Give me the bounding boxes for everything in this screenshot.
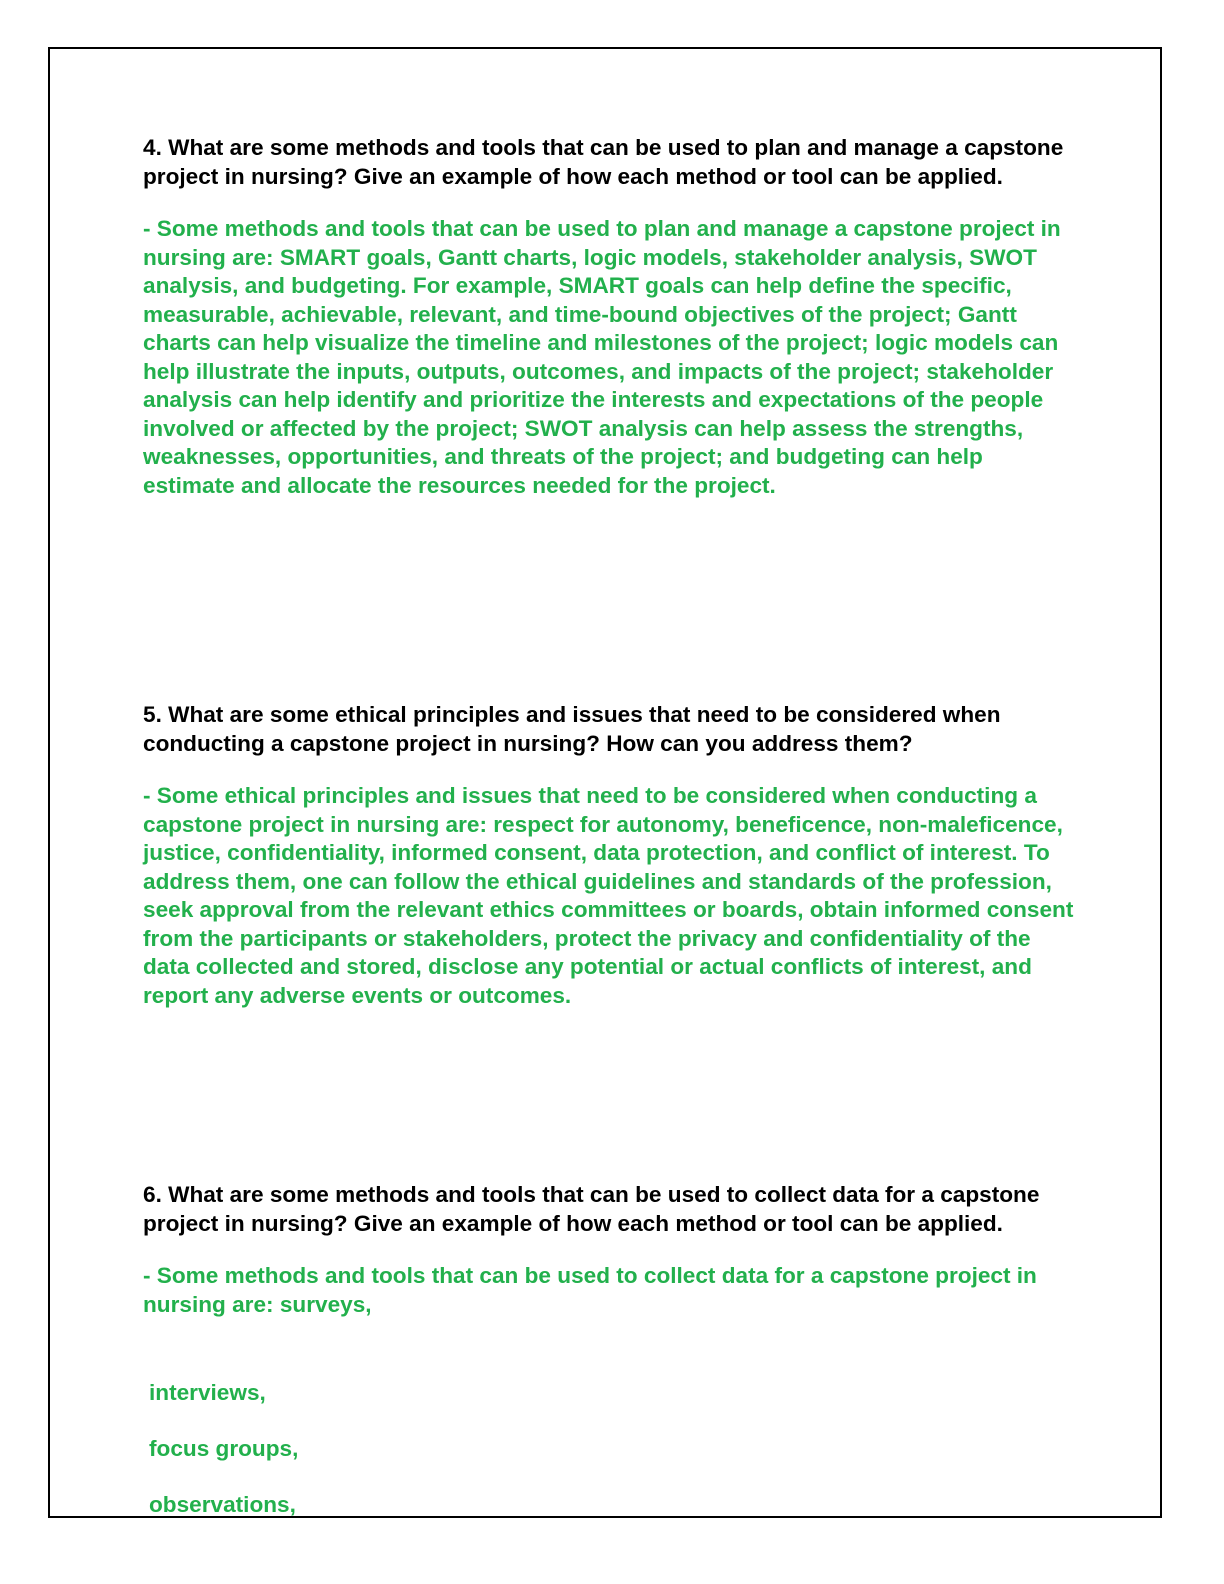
- question-4: 4. What are some methods and tools that can be used to plan and manage a capstone project in nursing? Give an example of how each method or tool can be applied.: [143, 135, 1064, 189]
- list-item: interviews,: [149, 1380, 266, 1405]
- answer-6: - Some methods and tools that can be used to collect data for a capstone project in nursing are: surveys,: [143, 1263, 1037, 1317]
- answer-5: - Some ethical principles and issues that need to be considered when conducting a capstone project in nursing are: respect for autonomy, beneficence, non-maleficence, justice, confidentiality, informed consent, data protection, and conflict of interest. To address them, one can follow the ethical guidelines and standards of the profession, seek approval from the relevant ethics committees or boards, obtain informed consent from the participants or stakeholders, protect the privacy and confidentiality of the data collected and stored, disclose any potential or actual conflicts of interest, and report any adverse events or outcomes.: [143, 783, 1074, 1008]
- answer-4: - Some methods and tools that can be used to plan and manage a capstone project in nursing are: SMART goals, Gantt charts, logic models, stakeholder analysis, SWOT analysis, and budgeting. For example, SMART goals can help define the specific, measurable, achievable, relevant, and time-bound objectives of the project; Gantt charts can help visualize the timeline and milestones of the project; logic models can help illustrate the inputs, outputs, outcomes, and impacts of the project; stakeholder analysis can help identify and prioritize the interests and expectations of the people involved or affected by the project; SWOT analysis can help assess the strengths, weaknesses, opportunities, and threats of the project; and budgeting can help estimate and allocate the resources needed for the project.: [143, 216, 1061, 498]
- list-item: focus groups,: [149, 1436, 299, 1461]
- question-5: 5. What are some ethical principles and issues that need to be considered when conducting a capstone project in nursing? How can you address them?: [143, 702, 1001, 756]
- section-5: [143, 701, 1078, 1010]
- section-6: [143, 1181, 1078, 1319]
- list-item: observations,: [149, 1492, 296, 1517]
- question-6: 6. What are some methods and tools that can be used to collect data for a capstone project in nursing? Give an example of how each method or tool can be applied.: [143, 1182, 1040, 1236]
- section-4: [143, 134, 1078, 500]
